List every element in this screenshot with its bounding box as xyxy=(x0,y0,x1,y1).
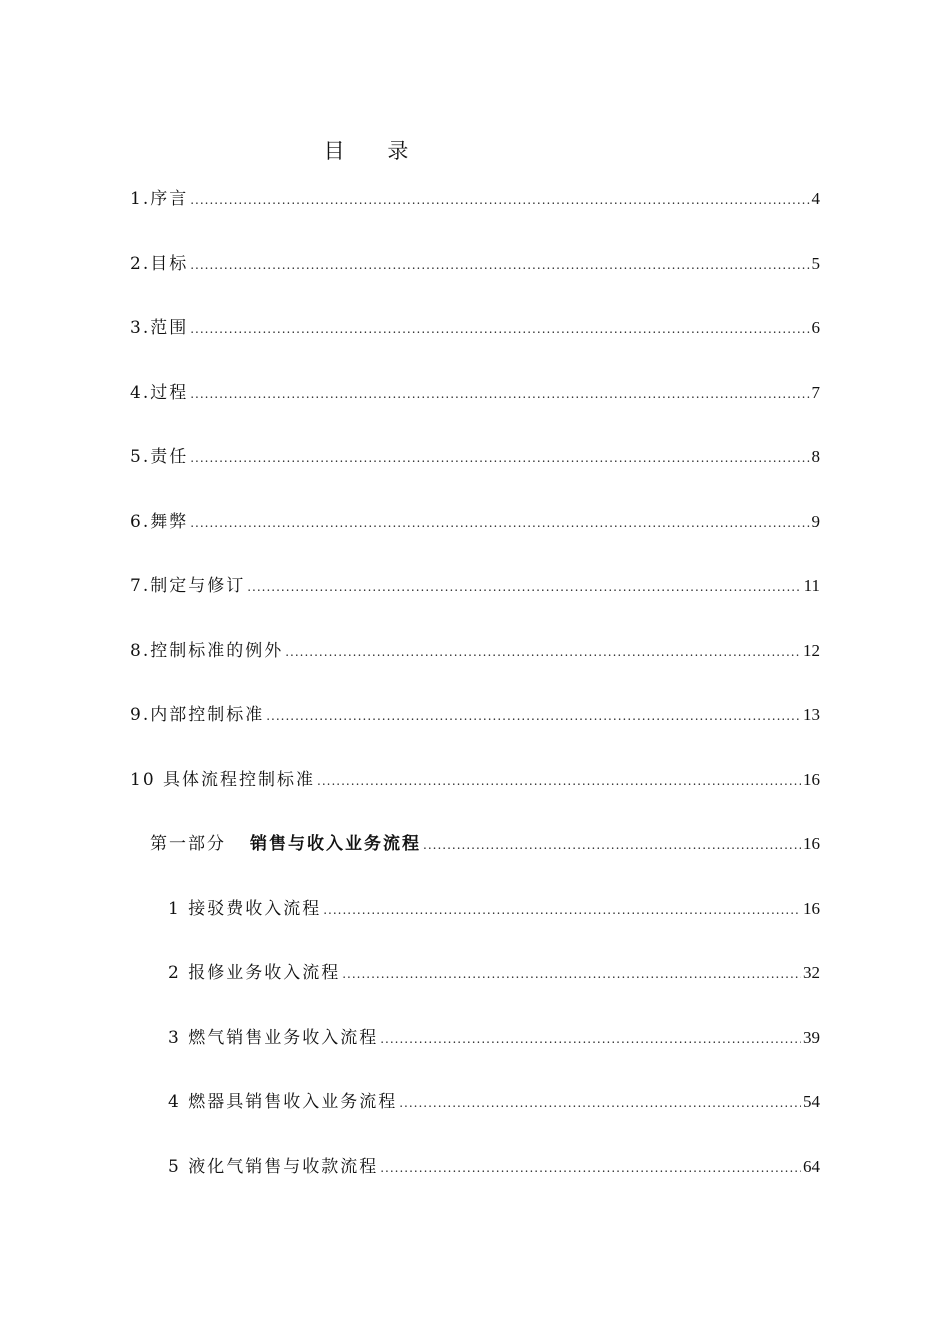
toc-page-number: 4 xyxy=(811,189,820,208)
toc-part-name: 销售与收入业务流程 xyxy=(250,834,421,854)
toc-sub-entry[interactable] xyxy=(130,893,820,958)
toc-entry[interactable] xyxy=(130,183,820,248)
toc-dot-leader xyxy=(190,507,809,539)
toc-entry-label: 7.制定与修订 xyxy=(130,576,246,596)
toc-entry-label: 1 接驳费收入流程 xyxy=(168,898,322,919)
toc-entry[interactable] xyxy=(130,506,820,571)
toc-page-number: 32 xyxy=(803,963,820,982)
toc-page-number: 16 xyxy=(803,769,820,789)
toc-page-number: 16 xyxy=(803,898,820,918)
toc-page-number: 7 xyxy=(811,382,820,402)
toc-dot-leader xyxy=(190,313,809,345)
toc-dot-leader xyxy=(380,1023,801,1055)
toc-entry-label: 2 报修业务收入流程 xyxy=(168,963,341,983)
toc-entry[interactable] xyxy=(130,312,820,377)
toc-dot-leader xyxy=(399,1087,801,1119)
toc-entry-label: 5.责任 xyxy=(130,447,189,467)
toc-entry-label: 8.控制标准的例外 xyxy=(130,640,284,661)
toc-dot-leader xyxy=(317,765,801,797)
toc-entry[interactable] xyxy=(130,248,820,313)
toc-entry[interactable] xyxy=(130,699,820,764)
toc-dot-leader xyxy=(285,636,801,668)
toc-page-number: 8 xyxy=(811,447,820,466)
toc-sub-entry[interactable] xyxy=(130,1022,820,1087)
toc-page-number: 13 xyxy=(803,705,820,724)
toc-entry-label: 1.序言 xyxy=(130,189,189,209)
toc-entry[interactable] xyxy=(130,570,820,635)
toc-page-number: 11 xyxy=(803,576,820,595)
toc-page-number: 5 xyxy=(811,253,820,273)
toc-dot-leader xyxy=(190,442,809,474)
toc-entry-label: 6.舞弊 xyxy=(130,511,189,532)
toc-part-entry[interactable] xyxy=(130,828,820,893)
toc-part-label xyxy=(150,828,421,860)
toc-entry[interactable] xyxy=(130,764,820,829)
toc-dot-leader xyxy=(423,829,801,861)
toc-title: 目 录 xyxy=(323,139,427,163)
toc-dot-leader xyxy=(323,894,801,926)
toc-entry[interactable] xyxy=(130,441,820,506)
toc-entry-label: 9.内部控制标准 xyxy=(130,705,265,725)
toc-entry[interactable] xyxy=(130,377,820,442)
toc-part-prefix: 第一部分 xyxy=(150,834,226,854)
toc-page-number: 54 xyxy=(803,1092,820,1111)
toc-page-number: 16 xyxy=(803,834,820,853)
toc-page-number: 9 xyxy=(811,511,820,531)
toc-page-number: 6 xyxy=(811,318,820,337)
toc-entry-label: 2.目标 xyxy=(130,253,189,274)
toc-entry-label: 3.范围 xyxy=(130,318,189,338)
toc-dot-leader xyxy=(190,249,809,281)
toc-dot-leader xyxy=(266,700,801,732)
toc-sub-entry[interactable] xyxy=(130,1086,820,1151)
toc-entry[interactable] xyxy=(130,635,820,700)
toc-entry-label: 10 具体流程控制标准 xyxy=(130,769,316,790)
toc-entry-label: 4.过程 xyxy=(130,382,189,403)
toc-dot-leader xyxy=(380,1152,801,1184)
toc-list xyxy=(130,183,820,1215)
toc-dot-leader xyxy=(190,378,809,410)
toc-sub-entry[interactable] xyxy=(130,957,820,1022)
toc-dot-leader xyxy=(190,184,809,216)
toc-entry-label: 3 燃气销售业务收入流程 xyxy=(168,1027,379,1048)
toc-page-number: 64 xyxy=(803,1156,820,1176)
toc-dot-leader xyxy=(247,571,801,603)
toc-entry-label: 4 燃器具销售收入业务流程 xyxy=(168,1092,398,1112)
toc-sub-entry[interactable] xyxy=(130,1151,820,1216)
toc-page-number: 12 xyxy=(803,640,820,660)
toc-page-number: 39 xyxy=(803,1027,820,1047)
toc-entry-label: 5 液化气销售与收款流程 xyxy=(168,1156,379,1177)
toc-dot-leader xyxy=(342,958,801,990)
